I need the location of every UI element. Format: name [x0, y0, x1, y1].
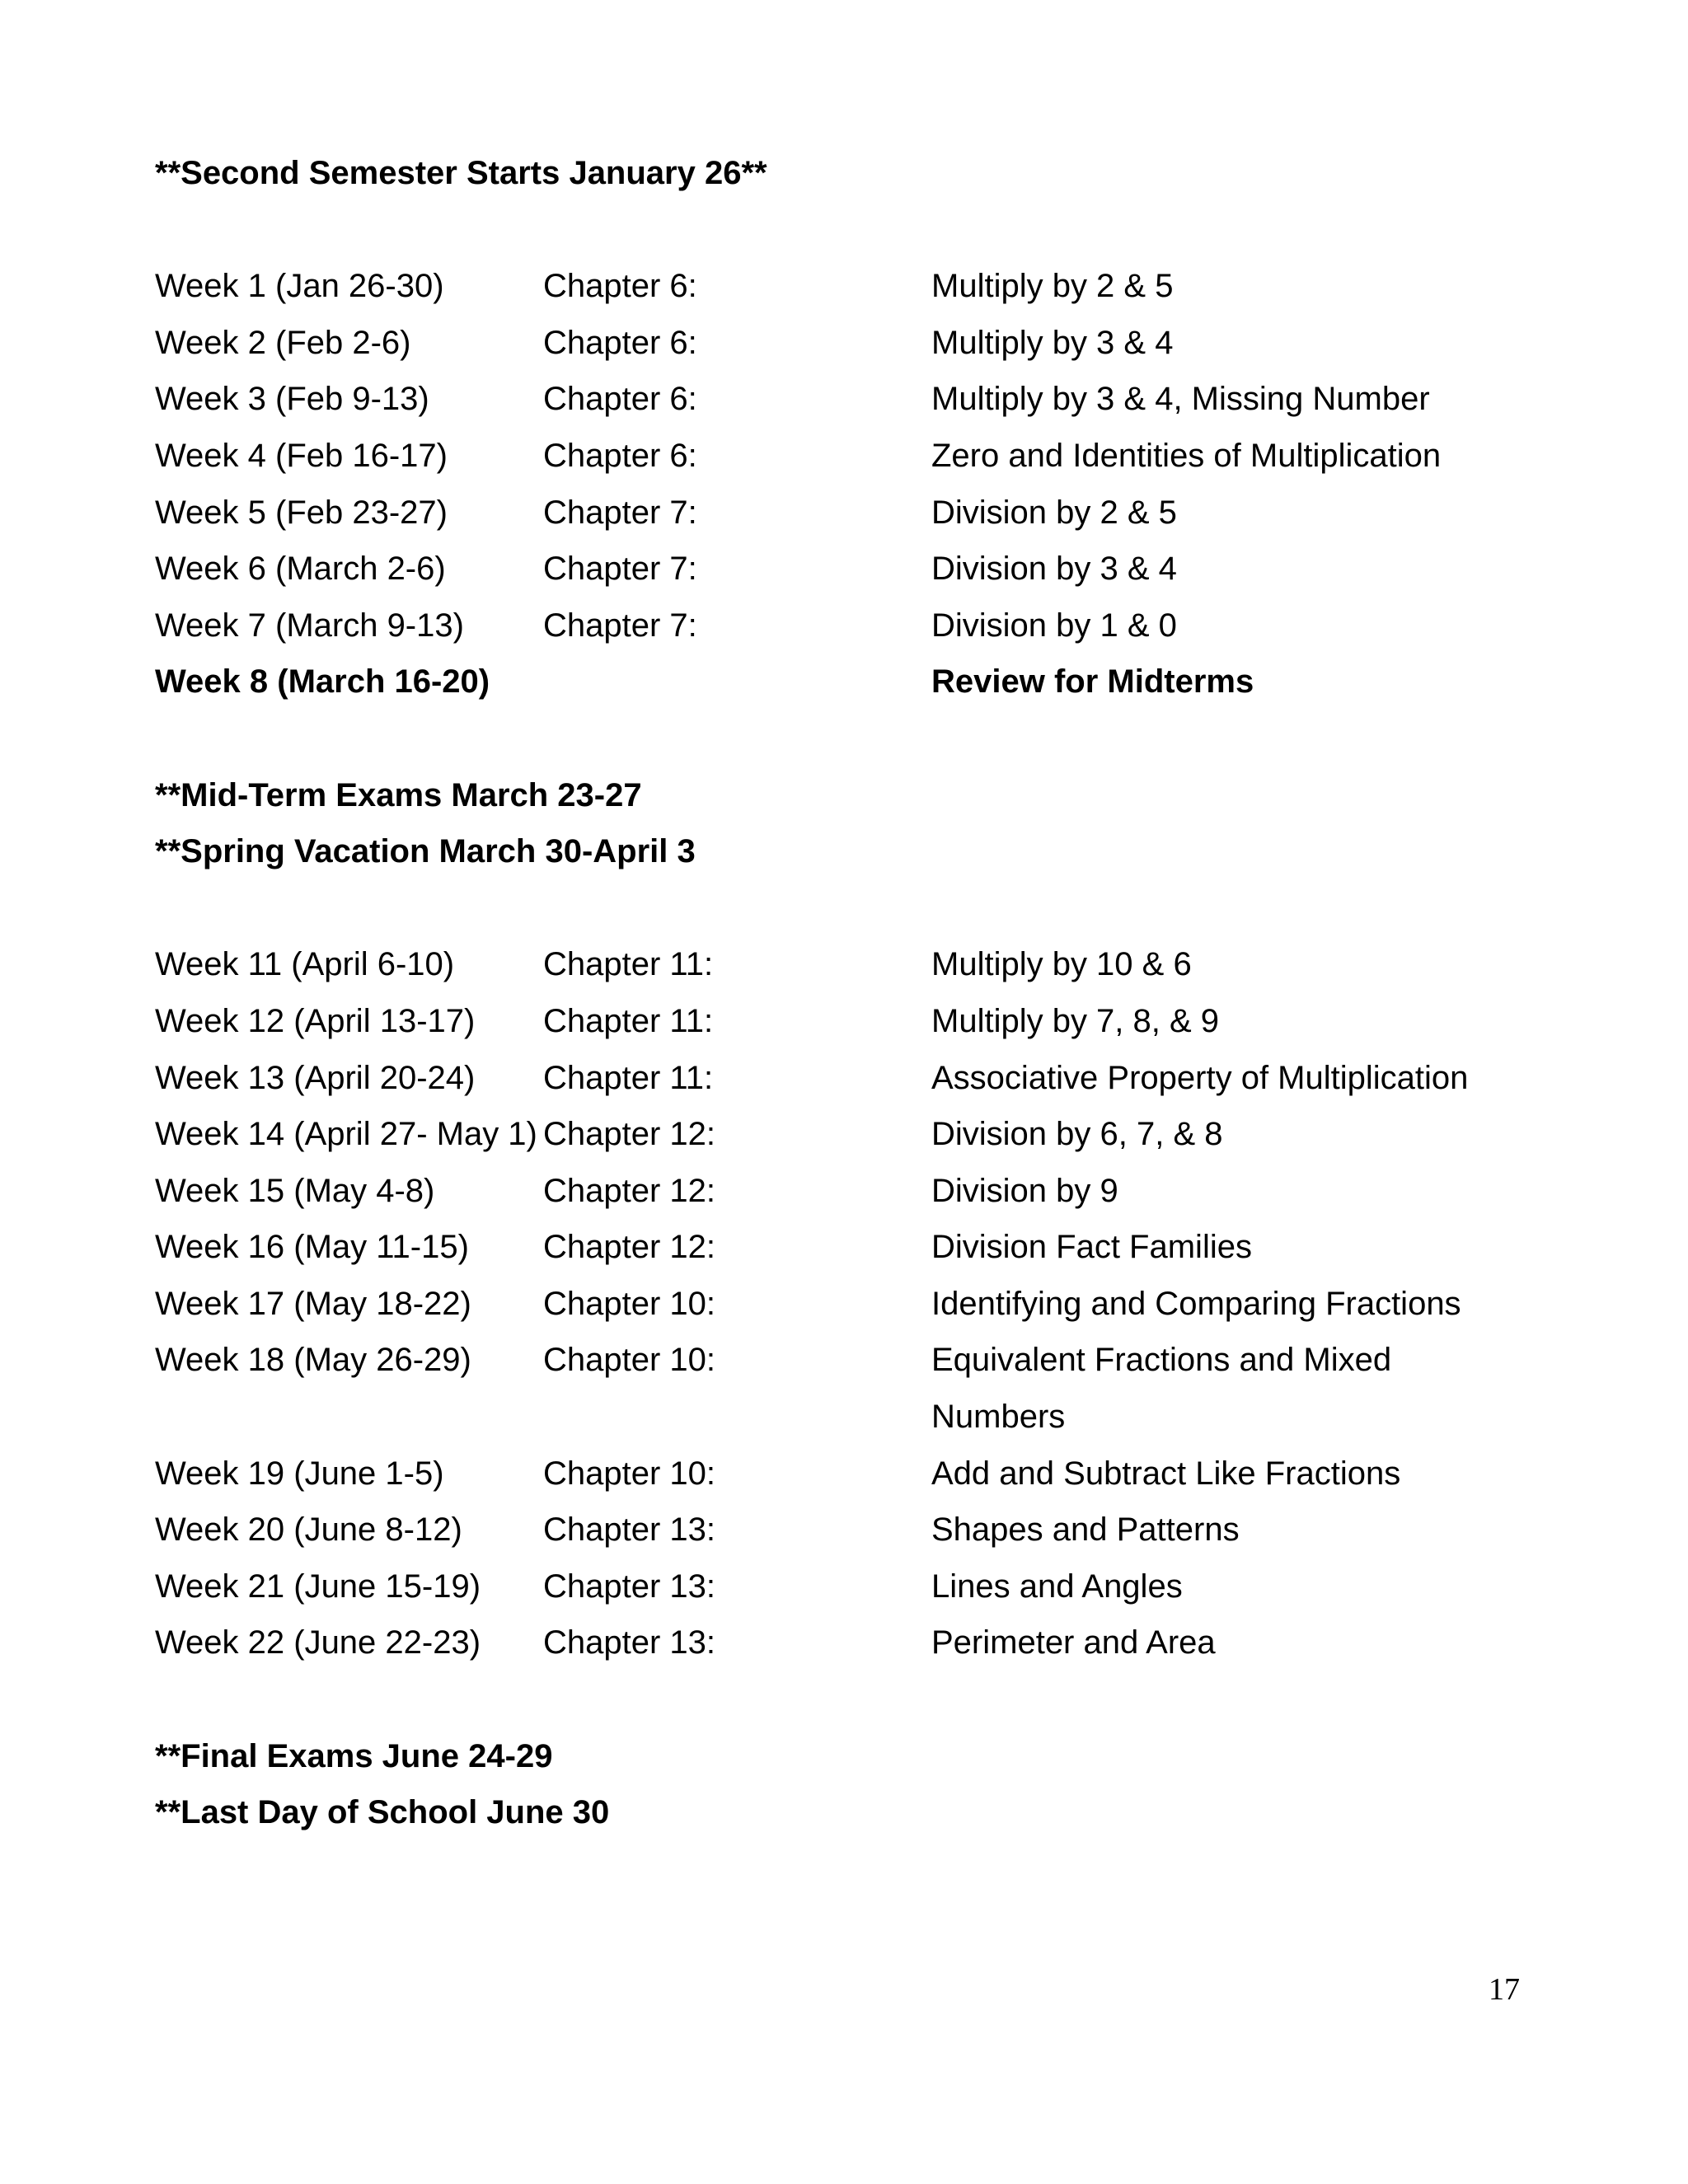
chapter-cell: Chapter 12:	[543, 1172, 716, 1209]
week-cell: Week 1 (Jan 26-30)	[155, 268, 444, 305]
week-cell: Week 3 (Feb 9-13)	[155, 381, 429, 418]
spring-vacation-notice: **Spring Vacation March 30-April 3	[155, 833, 696, 870]
schedule-row	[155, 993, 1540, 1050]
schedule-row	[155, 936, 1540, 993]
chapter-cell: Chapter 7:	[543, 551, 697, 588]
chapter-cell: Chapter 10:	[543, 1455, 716, 1492]
chapter-cell: Chapter 11:	[543, 1002, 714, 1039]
schedule-row	[155, 258, 1540, 315]
chapter-cell: Chapter 6:	[543, 268, 697, 305]
topic-cell: Lines and Angles	[931, 1568, 1183, 1605]
chapter-cell: Chapter 6:	[543, 437, 697, 474]
schedule-row	[155, 1106, 1540, 1163]
schedule-row	[155, 428, 1540, 485]
week-cell: Week 2 (Feb 2-6)	[155, 324, 411, 361]
spacer	[155, 202, 1540, 259]
chapter-cell: Chapter 13:	[543, 1511, 716, 1549]
topic-cell: Division by 6, 7, & 8	[931, 1116, 1223, 1153]
schedule-page	[155, 145, 1540, 1841]
chapter-cell: Chapter 11:	[543, 946, 714, 983]
topic-cell: Identifying and Comparing Fractions	[931, 1285, 1461, 1322]
schedule-block-1	[155, 258, 1540, 710]
week-cell: Week 17 (May 18-22)	[155, 1285, 471, 1322]
chapter-cell: Chapter 6:	[543, 324, 697, 361]
schedule-row	[155, 1332, 1540, 1389]
topic-cell: Multiply by 7, 8, & 9	[931, 1002, 1220, 1039]
topic-cell: Multiply by 2 & 5	[931, 268, 1174, 305]
chapter-cell: Chapter 12:	[543, 1229, 716, 1266]
schedule-row	[155, 1050, 1540, 1107]
chapter-cell: Chapter 7:	[543, 607, 697, 644]
schedule-row	[155, 1502, 1540, 1558]
schedule-row	[155, 1615, 1540, 1671]
week-cell: Week 19 (June 1-5)	[155, 1455, 444, 1492]
midterm-notice: **Mid-Term Exams March 23-27	[155, 776, 642, 813]
topic-cell: Division by 1 & 0	[931, 607, 1177, 644]
final-exams-notice: **Final Exams June 24-29	[155, 1737, 553, 1774]
chapter-cell: Chapter 13:	[543, 1624, 716, 1661]
topic-cell: Division by 9	[931, 1172, 1118, 1209]
page-number: 17	[1489, 1972, 1520, 2007]
week-cell: Week 15 (May 4-8)	[155, 1172, 435, 1209]
topic-cell: Zero and Identities of Multiplication	[931, 437, 1442, 474]
schedule-row	[155, 598, 1540, 654]
week-cell: Week 12 (April 13-17)	[155, 1002, 476, 1039]
spacer	[155, 1671, 1540, 1728]
topic-cell: Division by 3 & 4	[931, 551, 1177, 588]
topic-cell: Shapes and Patterns	[931, 1511, 1240, 1549]
week-cell: Week 21 (June 15-19)	[155, 1568, 481, 1605]
schedule-row	[155, 371, 1540, 428]
review-row	[155, 654, 1540, 710]
week-cell: Week 11 (April 6-10)	[155, 946, 455, 983]
spacer	[155, 880, 1540, 937]
topic-cell: Perimeter and Area	[931, 1624, 1216, 1661]
chapter-cell: Chapter 13:	[543, 1568, 716, 1605]
schedule-row	[155, 1276, 1540, 1333]
week-cell: Week 22 (June 22-23)	[155, 1624, 481, 1661]
chapter-cell: Chapter 10:	[543, 1285, 716, 1322]
topic-cell: Division by 2 & 5	[931, 494, 1177, 531]
week-cell: Week 5 (Feb 23-27)	[155, 494, 448, 531]
chapter-cell: Chapter 12:	[543, 1116, 716, 1153]
topic-cell: Multiply by 3 & 4, Missing Number	[931, 381, 1430, 418]
topic-cell: Associative Property of Multiplication	[931, 1059, 1469, 1096]
chapter-cell: Chapter 10:	[543, 1342, 716, 1379]
week-cell: Week 13 (April 20-24)	[155, 1059, 476, 1096]
topic-cell: Equivalent Fractions and Mixed	[931, 1342, 1392, 1379]
schedule-block-2	[155, 936, 1540, 1671]
schedule-row	[155, 1163, 1540, 1220]
week-cell: Week 14 (April 27- May 1)	[155, 1116, 537, 1153]
week-cell: Week 4 (Feb 16-17)	[155, 437, 448, 474]
topic-cell: Multiply by 3 & 4	[931, 324, 1174, 361]
schedule-row	[155, 1219, 1540, 1276]
chapter-cell: Chapter 6:	[543, 381, 697, 418]
spacer	[155, 710, 1540, 767]
week-cell: Week 7 (March 9-13)	[155, 607, 464, 644]
week-cell: Week 16 (May 11-15)	[155, 1229, 469, 1266]
topic-cell: Add and Subtract Like Fractions	[931, 1455, 1401, 1492]
week-cell: Week 8 (March 16-20)	[155, 663, 490, 701]
chapter-cell: Chapter 7:	[543, 494, 697, 531]
semester-start-notice: **Second Semester Starts January 26**	[155, 155, 767, 191]
topic-cell: Numbers	[931, 1399, 1066, 1436]
last-day-notice: **Last Day of School June 30	[155, 1794, 610, 1831]
chapter-cell: Chapter 11:	[543, 1059, 714, 1096]
schedule-row	[155, 315, 1540, 372]
topic-cell: Division Fact Families	[931, 1229, 1252, 1266]
week-cell: Week 18 (May 26-29)	[155, 1342, 471, 1379]
topic-cell: Multiply by 10 & 6	[931, 946, 1192, 983]
week-cell: Week 20 (June 8-12)	[155, 1511, 462, 1549]
schedule-row	[155, 541, 1540, 598]
schedule-row-continuation	[155, 1389, 1540, 1446]
topic-cell: Review for Midterms	[931, 663, 1254, 701]
schedule-row	[155, 485, 1540, 541]
schedule-row	[155, 1446, 1540, 1502]
schedule-row	[155, 1558, 1540, 1615]
week-cell: Week 6 (March 2-6)	[155, 551, 446, 588]
